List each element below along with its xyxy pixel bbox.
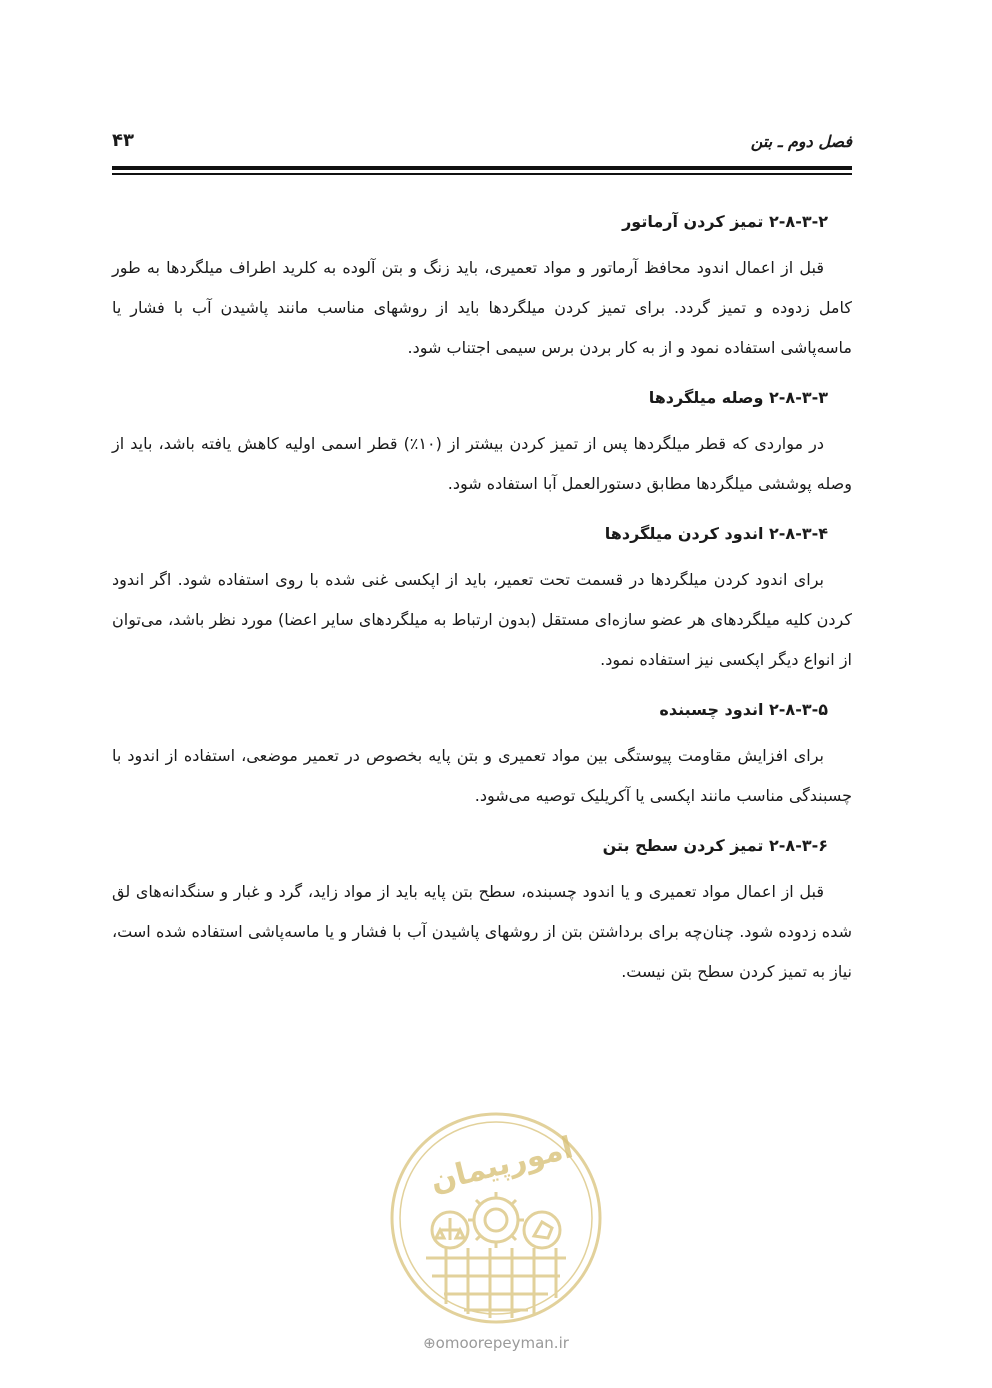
section-heading: ۲-۸-۳-۶ تمیز کردن سطح بتن — [602, 836, 828, 855]
header-rule-thin — [112, 173, 852, 175]
section-heading: ۲-۸-۳-۴ اندود کردن میلگردها — [604, 524, 828, 543]
page-header — [112, 126, 852, 162]
page-content — [112, 210, 852, 1010]
section-body: در مواردی که قطر میلگردها پس از تمیز کردن بیشتر از (۱۰٪) قطر اسمی اولیه کاهش یافته باشد، باید از وصله پوششی میلگردها مطابق دستورالعمل آبا استفاده شود. — [112, 434, 852, 493]
section-body: قبل از اعمال اندود محافظ آرماتور و مواد تعمیری، باید زنگ و بتن آلوده به کلرید اطراف میلگردها به طور کامل زدوده و تمیز گردد. برای تمیز کردن میلگردها باید از روشهای مناسب مانند پاشیدن آب با فشار یا ماسه‌پاشی استفاده نمود و از به کار بردن برس سیمی اجتناب شود. — [112, 258, 852, 357]
globe-icon: ⊕ — [423, 1334, 436, 1352]
page-number: ۴۳ — [112, 130, 134, 151]
watermark-website — [0, 1334, 992, 1352]
watermark-website-text: omoorepeyman.ir — [435, 1334, 569, 1352]
section-body: قبل از اعمال مواد تعمیری و یا اندود چسبنده، سطح بتن پایه باید از مواد زاید، گرد و غبار و سنگدانه‌های لق شده زدوده شود. چنان‌چه برای برداشتن بتن از روشهای پاشیدن آب با فشار و یا ماسه‌پاشی استفاده شده است، نیاز به تمیز کردن سطح بتن نیست. — [112, 882, 852, 981]
section-rebar-coating — [112, 522, 852, 680]
section-body: برای افزایش مقاومت پیوستگی بین مواد تعمیری و بتن پایه بخصوص در تعمیر موضعی، استفاده از اندود با چسبندگی مناسب مانند اپکسی یا آکریلیک توصیه می‌شود. — [112, 746, 852, 805]
section-concrete-surface-cleaning — [112, 834, 852, 992]
watermark-logo — [386, 1108, 606, 1328]
watermark-logo-text: امورپیمان — [426, 1130, 577, 1200]
section-heading: ۲-۸-۳-۵ اندود چسبنده — [659, 700, 828, 719]
section-heading: ۲-۸-۳-۳ وصله میلگردها — [648, 388, 828, 407]
section-rebar-splice — [112, 386, 852, 504]
section-bonding-coat — [112, 698, 852, 816]
chapter-title: فصل دوم ـ بتن — [750, 132, 852, 151]
section-cleaning-rebar — [112, 210, 852, 368]
section-heading: ۲-۸-۳-۲ تمیز کردن آرماتور — [622, 212, 828, 231]
section-body: برای اندود کردن میلگردها در قسمت تحت تعمیر، باید از اپکسی غنی شده با روی استفاده شود. اگر اندود کردن کلیه میلگردهای هر عضو سازه‌ای مستقل (بدون ارتباط به میلگردهای سایر اعضا) مورد نظر باشد، می‌توان از انواع دیگر اپکسی نیز استفاده نمود. — [112, 570, 852, 669]
header-rule-thick — [112, 166, 852, 170]
